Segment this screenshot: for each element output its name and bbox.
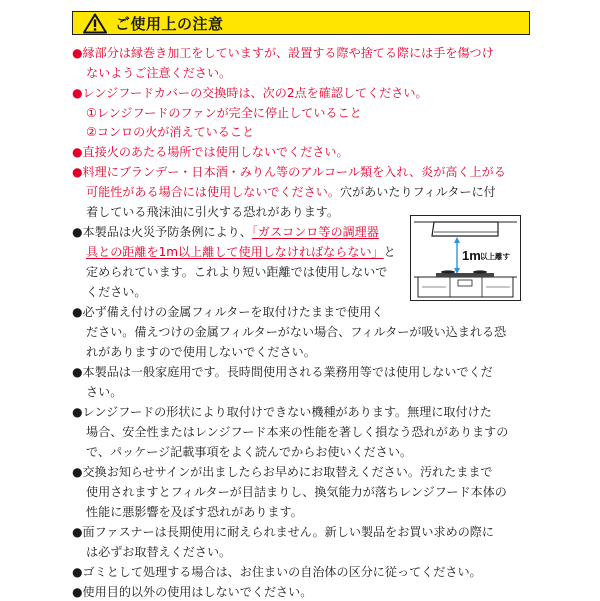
caution-item-replace-sign-line1: ●交換お知らせサインが出ましたらお早めにお取替えください。汚れたままで [72, 465, 493, 479]
caution-item-replace-sign-line2: 使用されますとフィルターが目詰まりし、換気能力が落ちレンジフード本体の [86, 485, 507, 499]
caution-item-alcohol-line2-black: 穴があいたりフィルターに付 [339, 185, 496, 199]
caution-item-edge-line2: ないようご注意ください。 [86, 66, 232, 80]
caution-item-metal-filter-line2: ださい。備えつけの金属フィルターがない場合、フィルターが吸い込まれる恐 [86, 325, 507, 339]
caution-item-fastener-line1: ●面ファスナーは長期使用に耐えられません。新しい製品をお買い求めの際に [72, 525, 494, 539]
page-title: ご使用上の注意 [115, 14, 224, 33]
distance-label-big: 1m [462, 248, 481, 263]
caution-item-fastener-line2: は必ずお取替えください。 [86, 545, 232, 559]
fire-item-line2 [86, 244, 396, 261]
caution-header [72, 11, 530, 35]
fire-item-line3: 定められています。これより短い距離では使用しないで [86, 265, 388, 279]
caution-item-metal-filter-line3: れがありますので使用しないでください。 [86, 345, 316, 359]
caution-item-shape-line1: ●レンジフードの形状により取付けできない機種があります。無理に取付けた [72, 405, 492, 419]
fire-item-line2-red: 具との距離を1m以上離して使用しなければならない」 [86, 245, 384, 259]
caution-item-household-line1: ●本製品は一般家庭用です。長時間使用される業務用等では使用しないでくだ [72, 365, 493, 379]
hood-distance-illustration [410, 215, 521, 301]
warning-icon [83, 12, 109, 34]
caution-item-direct-fire: ●直接火のあたる場所では使用しないでください。 [72, 145, 349, 159]
caution-item-replace-check1: ①レンジフードのファンが完全に停止していること [86, 106, 362, 120]
caution-item-alcohol-line2 [86, 184, 496, 201]
caution-item-disposal: ●ゴミとして処理する場合は、お住まいの自治体の区分に従ってください。 [72, 565, 482, 579]
fire-item-line1 [72, 224, 379, 241]
fire-item-line1-black: ●本製品は火災予防条例により、 [72, 225, 252, 239]
caution-item-purpose: ●使用目的以外の使用はしないでください。 [72, 585, 313, 599]
caution-item-edge-line1: ●縁部分は縁巻き加工をしていますが、設置する際や捨てる際には手を傷つけ [72, 46, 494, 60]
caution-item-alcohol-line3: 着している飛沫油に引火する恐れがあります。 [86, 205, 340, 219]
distance-label-small: 以上離す [480, 252, 510, 261]
caution-item-replace-line1: ●レンジフードカバーの交換時は、次の2点を確認してください。 [72, 86, 428, 100]
caution-item-replace-check2: ②コンロの火が消えていること [86, 125, 255, 139]
caution-item-alcohol-line1: ●料理にブランデー・日本酒・みりん等のアルコール類を入れ、炎が高く上がる [72, 165, 506, 179]
fire-item-line2-black: と [383, 245, 396, 259]
caution-item-replace-sign-line3: 性能に悪影響を及ぼす恐れがあります。 [86, 505, 303, 519]
caution-item-household-line2: さい。 [86, 385, 123, 399]
fire-item-line1-red: 「ガスコンロ等の調理器 [251, 225, 379, 239]
caution-item-metal-filter-line1: ●必ず備え付けの金属フィルターを取付けたままで使用く [72, 305, 384, 319]
caution-item-alcohol-line2-red: 可能性がある場合には使用しないでください。 [86, 185, 340, 199]
caution-item-shape-line3: で、パッケージ記載事項をよく読んでからお使いください。 [86, 445, 413, 459]
caution-item-shape-line2: 場合、安全性またはレンジフード本来の性能を著しく損なう恐れがありますの [86, 425, 509, 439]
fire-item-line4: ください。 [86, 285, 147, 299]
